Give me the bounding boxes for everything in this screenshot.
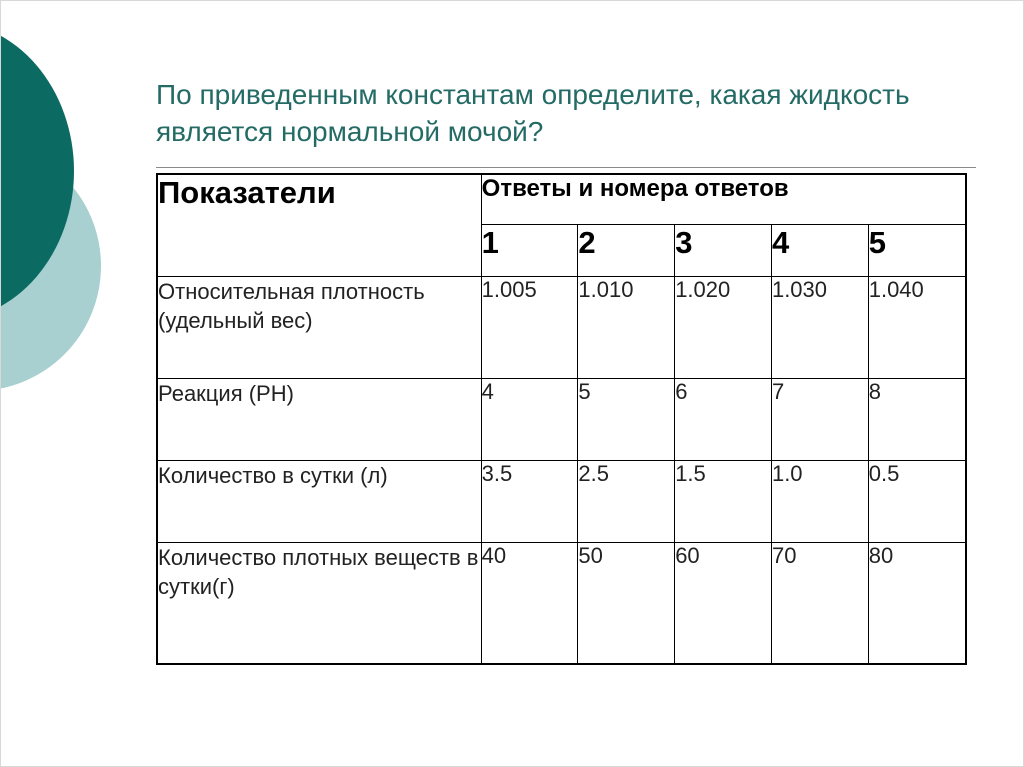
table-cell: 4 (481, 378, 578, 460)
table-cell: 40 (481, 542, 578, 664)
table-cell: 1.010 (578, 276, 675, 378)
table-cell: 8 (868, 378, 966, 460)
table-cell: 70 (771, 542, 868, 664)
row-label: Реакция (PH) (157, 378, 481, 460)
answer-number: 1 (481, 224, 578, 276)
header-answers-group: Ответы и номера ответов (481, 174, 966, 224)
table-cell: 6 (675, 378, 772, 460)
header-indicators: Показатели (157, 174, 481, 276)
table-row (157, 460, 966, 542)
row-label: Относительная плотность (удельный вес) (157, 276, 481, 378)
table-cell: 1.020 (675, 276, 772, 378)
table-cell: 3.5 (481, 460, 578, 542)
row-label: Количество в сутки (л) (157, 460, 481, 542)
table-cell: 50 (578, 542, 675, 664)
table-cell: 80 (868, 542, 966, 664)
table-row (157, 276, 966, 378)
table-cell: 1.005 (481, 276, 578, 378)
table-cell: 0.5 (868, 460, 966, 542)
answer-number: 4 (771, 224, 868, 276)
table-cell: 1.030 (771, 276, 868, 378)
table-row (157, 542, 966, 664)
table-cell: 60 (675, 542, 772, 664)
table-cell: 7 (771, 378, 868, 460)
table-cell: 1.0 (771, 460, 868, 542)
table-row (157, 378, 966, 460)
table-cell: 5 (578, 378, 675, 460)
table-cell: 2.5 (578, 460, 675, 542)
answer-number: 5 (868, 224, 966, 276)
data-table (156, 173, 967, 665)
table-cell: 1.5 (675, 460, 772, 542)
slide-title: По приведенным константам определите, какая жидкость является нормальной мочой? (156, 79, 910, 147)
table-header-row (157, 174, 966, 224)
table-cell: 1.040 (868, 276, 966, 378)
row-label: Количество плотных веществ в сутки(г) (157, 542, 481, 664)
answer-number: 2 (578, 224, 675, 276)
title-divider (156, 167, 976, 168)
answer-number: 3 (675, 224, 772, 276)
